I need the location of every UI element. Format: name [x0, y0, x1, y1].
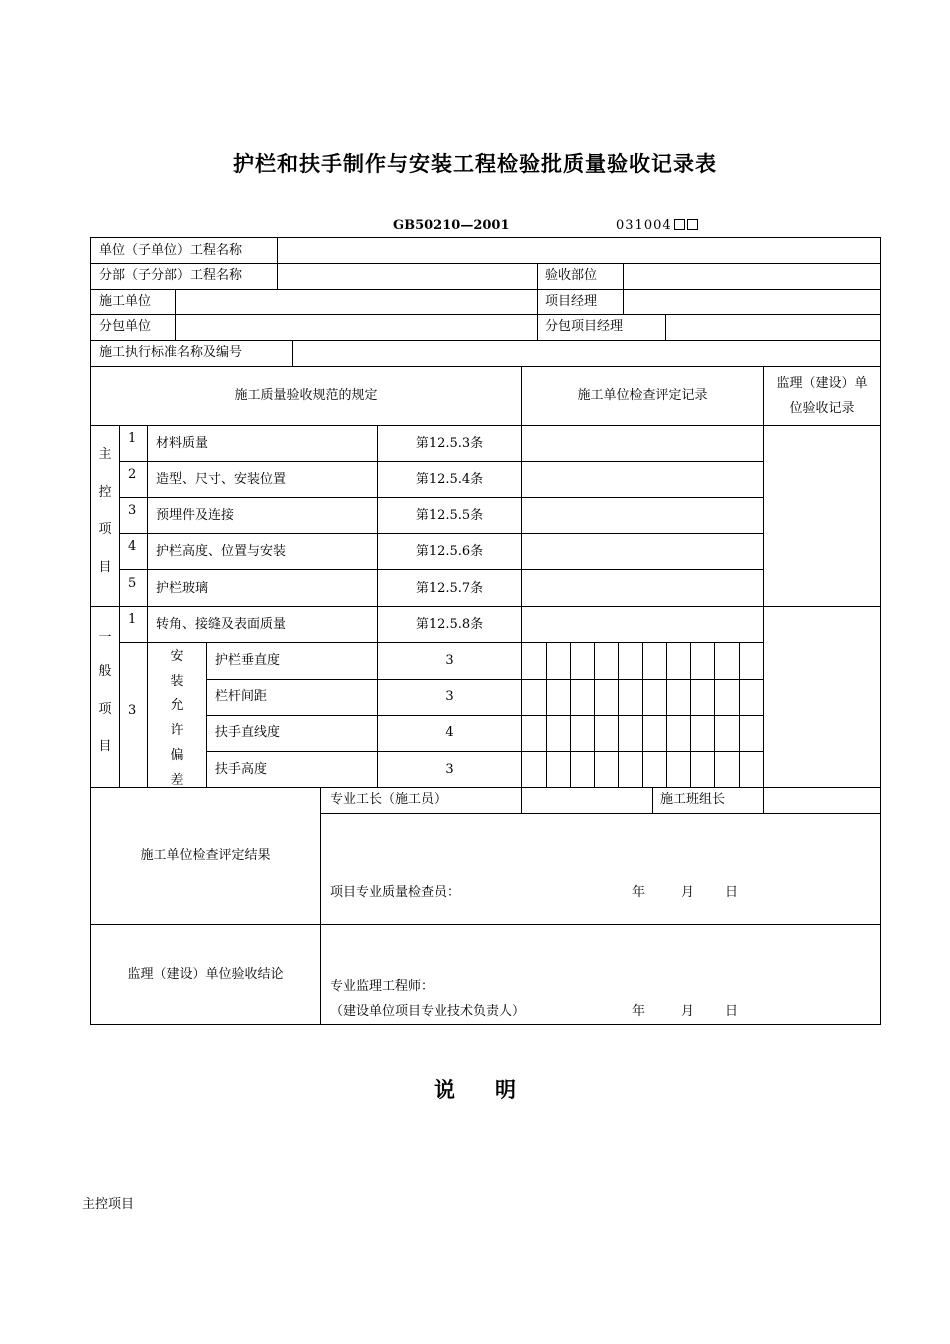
- general-item-3-no: 3: [128, 703, 137, 718]
- subproject-label: 分部（子分部）工程名称: [99, 268, 243, 283]
- team-leader-label: 施工班组长: [660, 792, 726, 807]
- project-name-field[interactable]: [278, 238, 880, 263]
- sub-pm-label: 分包项目经理: [545, 319, 624, 334]
- general-item-name: 转角、接缝及表面质量: [156, 617, 287, 632]
- tolerance-name: 扶手高度: [215, 762, 268, 777]
- standard-code: GB50210—2001: [393, 218, 510, 233]
- section-title: 说明: [434, 1078, 556, 1102]
- general-label-4: 目: [98, 739, 112, 754]
- tolerance-name: 护栏垂直度: [215, 653, 281, 668]
- tolerance-label-3: 允: [170, 698, 184, 713]
- contractor-result-label: 施工单位检查评定结果: [140, 848, 271, 863]
- date-day: 日: [725, 1004, 739, 1019]
- tolerance-label-1: 安: [170, 649, 184, 664]
- standard-label: 施工执行标准名称及编号: [99, 345, 243, 360]
- tolerance-name: 扶手直线度: [215, 725, 281, 740]
- tolerance-value: 3: [445, 762, 454, 777]
- project-name-label: 单位（子单位）工程名称: [99, 243, 243, 258]
- general-label-1: 一: [98, 630, 112, 645]
- main-item-name: 造型、尺寸、安装位置: [156, 472, 287, 487]
- footer-text: 主控项目: [82, 1197, 135, 1212]
- date-month: 月: [681, 885, 695, 900]
- general-item-no: 1: [128, 612, 137, 627]
- spec-column-header: 施工质量验收规范的规定: [234, 388, 378, 403]
- main-item-clause: 第12.5.4条: [415, 472, 484, 487]
- main-item-name: 预埋件及连接: [156, 508, 235, 523]
- contractor-label: 施工单位: [99, 294, 152, 309]
- supervisor-record-header-1: 监理（建设）单: [776, 376, 868, 391]
- foreman-label: 专业工长（施工员）: [330, 792, 448, 807]
- main-item-clause: 第12.5.7条: [415, 581, 484, 596]
- date-year: 年: [632, 885, 646, 900]
- tolerance-name: 栏杆间距: [215, 689, 268, 704]
- tolerance-label-6: 差: [170, 773, 184, 788]
- general-label-3: 项: [98, 702, 112, 717]
- tolerance-value: 3: [445, 689, 454, 704]
- main-item-no: 1: [128, 431, 137, 446]
- general-item-clause: 第12.5.8条: [415, 617, 484, 632]
- subcontractor-label: 分包单位: [99, 319, 152, 334]
- project-manager-label: 项目经理: [545, 294, 598, 309]
- main-item-name: 材料质量: [156, 436, 209, 451]
- general-label-2: 般: [98, 664, 112, 679]
- supervisor-conclusion-label: 监理（建设）单位验收结论: [127, 967, 284, 982]
- main-item-no: 4: [128, 539, 137, 554]
- inspector-label: 项目专业质量检查员：: [330, 885, 461, 900]
- main-label-3: 项: [98, 522, 112, 537]
- main-label-1: 主: [98, 447, 112, 462]
- form-code-text: 031004: [616, 218, 672, 233]
- acceptance-part-label: 验收部位: [545, 268, 598, 283]
- main-item-no: 5: [128, 576, 137, 591]
- main-item-clause: 第12.5.3条: [415, 436, 484, 451]
- owner-rep-label: （建设单位项目专业技术负责人）: [330, 1004, 526, 1019]
- date-day: 日: [725, 885, 739, 900]
- tolerance-value: 3: [445, 653, 454, 668]
- date-year: 年: [632, 1004, 646, 1019]
- main-label-4: 目: [98, 560, 112, 575]
- main-item-name: 护栏高度、位置与安装: [156, 544, 287, 559]
- tolerance-label-5: 偏: [170, 748, 184, 763]
- tolerance-value: 4: [445, 725, 454, 740]
- date-month: 月: [681, 1004, 695, 1019]
- main-item-no: 3: [128, 503, 137, 518]
- main-item-name: 护栏玻璃: [156, 581, 209, 596]
- contractor-record-header: 施工单位检查评定记录: [577, 388, 708, 403]
- main-item-clause: 第12.5.5条: [415, 508, 484, 523]
- form-title: 护栏和扶手制作与安装工程检验批质量验收记录表: [233, 152, 717, 176]
- main-label-2: 控: [98, 485, 112, 500]
- tolerance-label-4: 许: [170, 723, 184, 738]
- main-item-clause: 第12.5.6条: [415, 544, 484, 559]
- supervisor-engineer-label: 专业监理工程师：: [330, 979, 435, 994]
- supervisor-record-header-2: 位验收记录: [789, 401, 855, 416]
- main-item-no: 2: [128, 467, 137, 482]
- tolerance-label-2: 装: [170, 674, 184, 689]
